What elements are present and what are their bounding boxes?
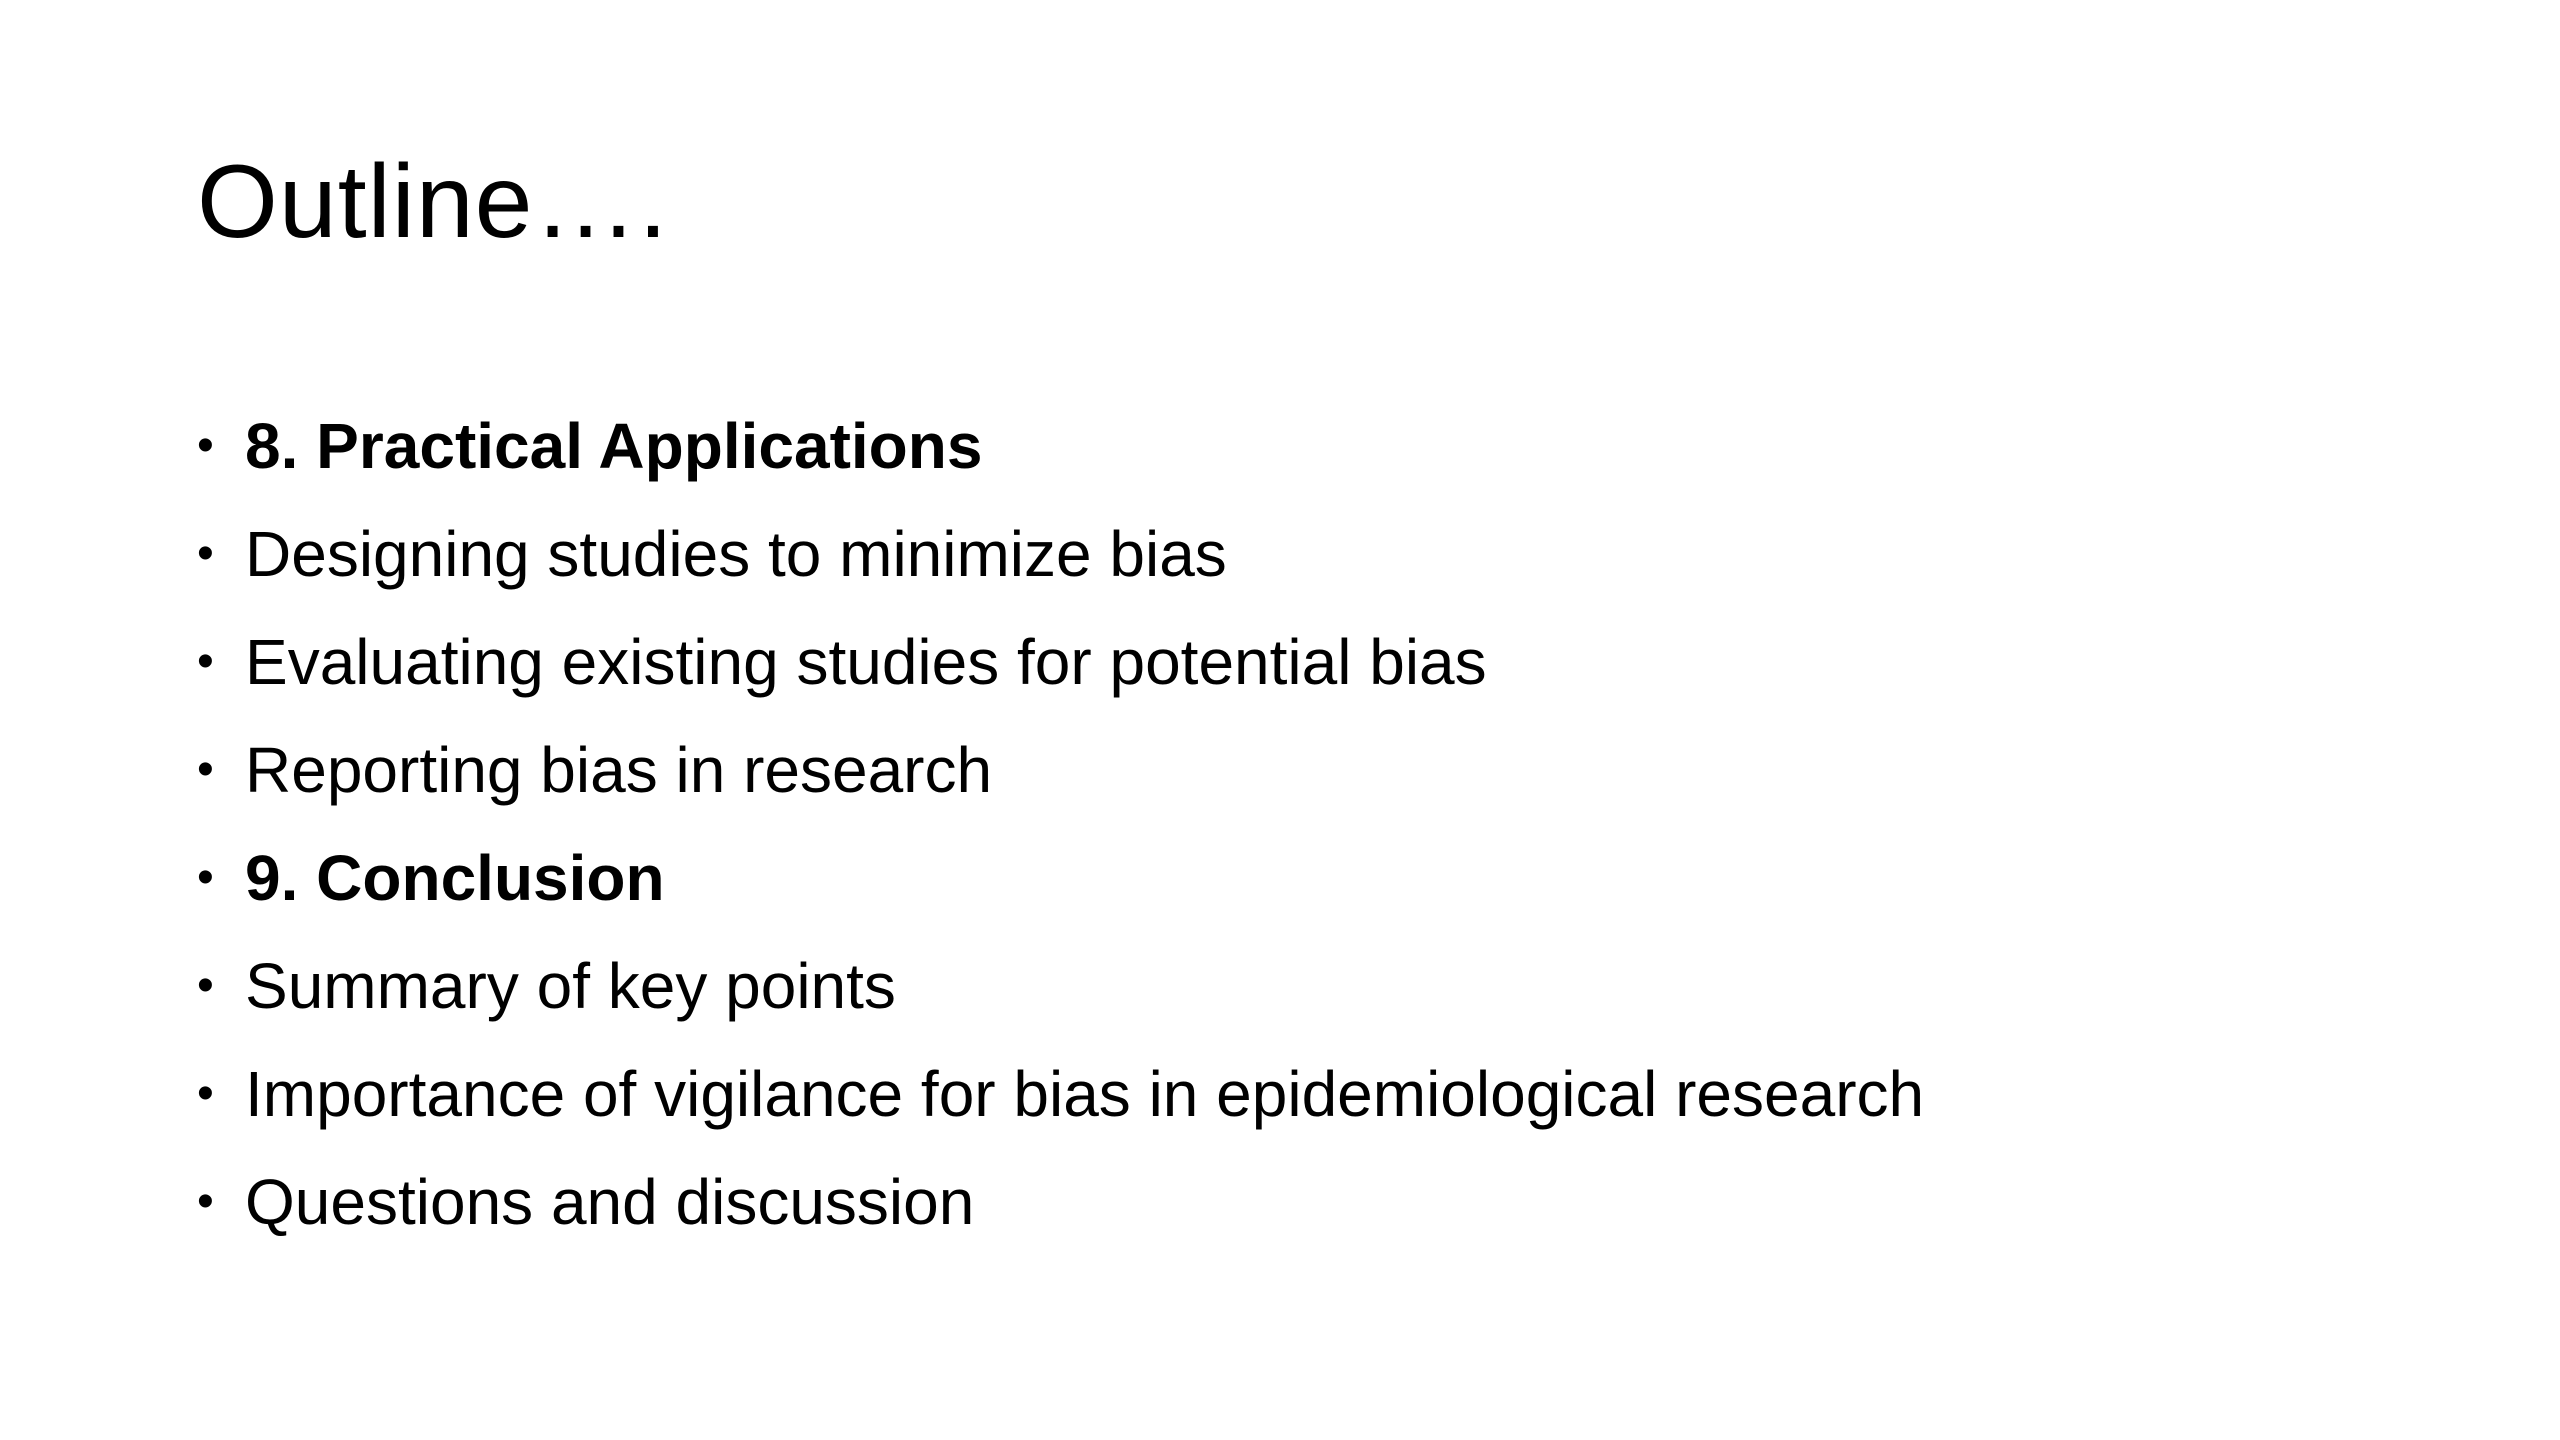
- list-item: [197, 932, 1924, 1040]
- list-item: [197, 1148, 1924, 1256]
- list-item-text: Designing studies to minimize bias: [245, 518, 1227, 590]
- list-item-section-heading: [197, 824, 1924, 932]
- list-item-text: 9. Conclusion: [245, 842, 665, 914]
- list-item-text: Questions and discussion: [245, 1166, 975, 1238]
- bullet-icon: •: [197, 635, 214, 688]
- bullet-icon: •: [197, 527, 214, 580]
- bullet-icon: •: [197, 419, 214, 472]
- bullet-icon: •: [197, 1175, 214, 1228]
- list-item-section-heading: [197, 392, 1924, 500]
- bullet-icon: •: [197, 959, 214, 1012]
- list-item: [197, 716, 1924, 824]
- bullet-icon: •: [197, 851, 214, 904]
- list-item-text: Importance of vigilance for bias in epidemiological research: [245, 1058, 1925, 1130]
- bullet-icon: •: [197, 743, 214, 796]
- list-item-text: Reporting bias in research: [245, 734, 993, 806]
- outline-list: [197, 392, 1924, 1256]
- list-item-text: Evaluating existing studies for potential bias: [245, 626, 1487, 698]
- list-item: [197, 608, 1924, 716]
- list-item-text: Summary of key points: [245, 950, 896, 1022]
- list-item-text: 8. Practical Applications: [245, 410, 983, 482]
- list-item: [197, 1040, 1924, 1148]
- slide-title: Outline….: [197, 144, 669, 260]
- bullet-icon: •: [197, 1067, 214, 1120]
- list-item: [197, 500, 1924, 608]
